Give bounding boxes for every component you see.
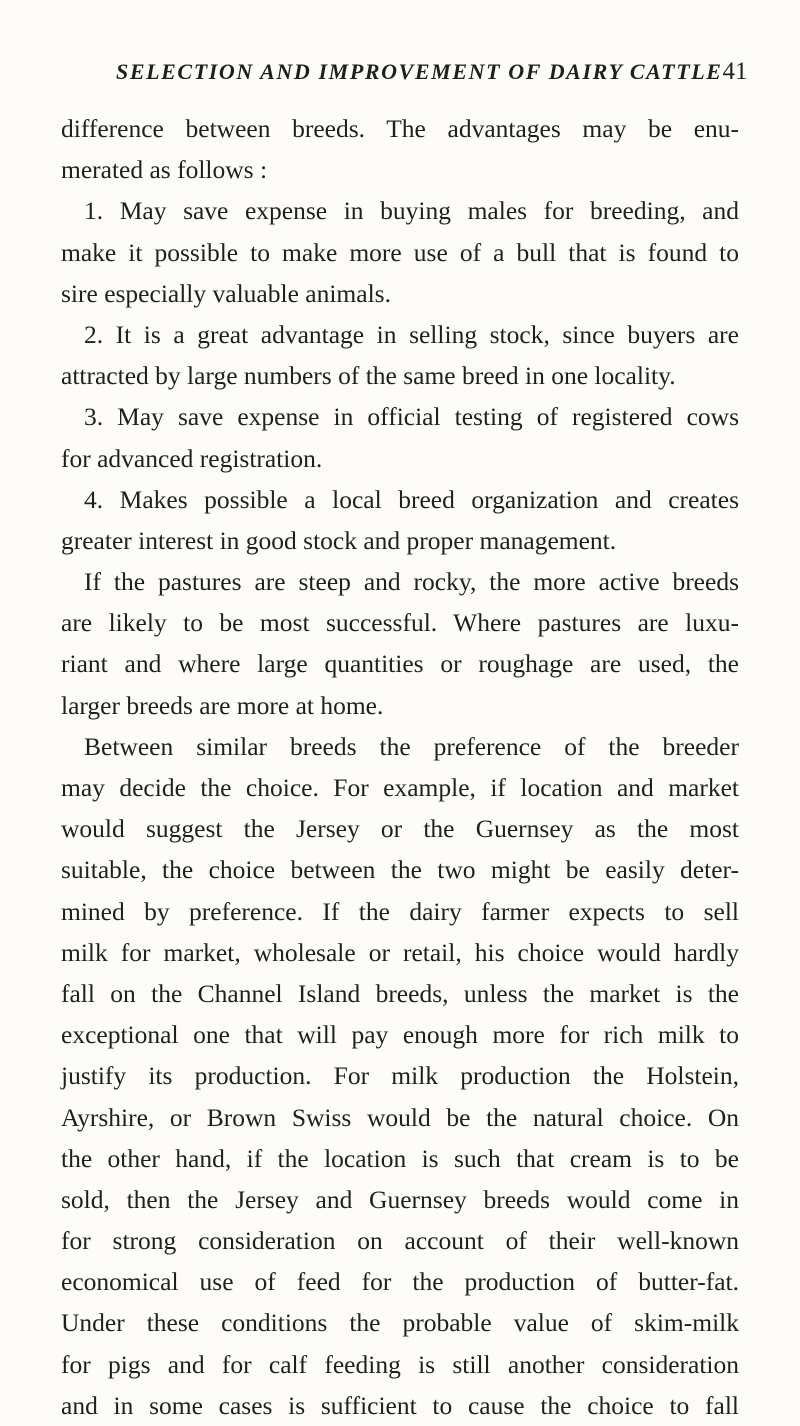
text-line: difference between breeds. The advantages may be enu- bbox=[61, 114, 739, 143]
text-line: would suggest the Jersey or the Guernsey as the most bbox=[61, 814, 739, 844]
text-line: sold, then the Jersey and Guernsey breeds would come in bbox=[61, 1184, 739, 1214]
text-line: suitable, the choice between the two might be easily deter- bbox=[61, 855, 739, 885]
text-line: attracted by large numbers of the same breed in one locality. bbox=[61, 361, 676, 391]
text-line: 2. It is a great advantage in selling stock, since buyers are bbox=[84, 319, 739, 349]
text-line: exceptional one that will pay enough more for rich milk to bbox=[61, 1020, 739, 1050]
text-line: greater interest in good stock and proper management. bbox=[61, 525, 617, 555]
text-line: justify its production. For milk production the Holstein, bbox=[61, 1061, 739, 1091]
text-line: Between similar breeds the preference of the breeder bbox=[84, 731, 739, 761]
page-number: 41 bbox=[722, 58, 748, 85]
body-text bbox=[61, 108, 739, 1426]
running-head bbox=[116, 58, 748, 90]
text-line: 4. Makes possible a local breed organization and creates bbox=[84, 484, 739, 514]
text-line: for pigs and for calf feeding is still another consideration bbox=[61, 1349, 739, 1379]
text-line: Ayrshire, or Brown Swiss would be the natural choice. On bbox=[61, 1102, 739, 1132]
text-line: fall on the Channel Island breeds, unless the market is the bbox=[61, 978, 739, 1008]
running-title: SELECTION AND IMPROVEMENT OF DAIRY CATTLE bbox=[116, 59, 723, 84]
text-line: milk for market, wholesale or retail, his choice would hardly bbox=[61, 937, 739, 967]
text-line: 3. May save expense in official testing of registered cows bbox=[84, 402, 739, 432]
text-line: for strong consideration on account of their well-known bbox=[61, 1226, 739, 1256]
text-line: merated as follows : bbox=[61, 155, 268, 185]
text-line: economical use of feed for the production of butter-fat. bbox=[61, 1267, 739, 1297]
text-line: may decide the choice. For example, if location and market bbox=[61, 773, 739, 802]
text-line: for advanced registration. bbox=[61, 443, 323, 473]
text-line: 1. May save expense in buying males for breeding, and bbox=[84, 196, 739, 226]
text-line: are likely to be most successful. Where pastures are luxu- bbox=[61, 608, 739, 638]
text-line: riant and where large quantities or roughage are used, the bbox=[61, 649, 739, 679]
text-line: and in some cases is sufficient to cause the choice to fall bbox=[61, 1390, 739, 1420]
text-line: Under these conditions the probable value of skim-milk bbox=[61, 1308, 739, 1338]
text-line: sire especially valuable animals. bbox=[61, 278, 391, 308]
text-line: mined by preference. If the dairy farmer expects to sell bbox=[61, 896, 739, 926]
text-line: larger breeds are more at home. bbox=[61, 690, 384, 720]
text-line: the other hand, if the location is such that cream is to be bbox=[61, 1143, 739, 1173]
text-line: If the pastures are steep and rocky, the more active breeds bbox=[84, 567, 739, 597]
text-line: make it possible to make more use of a bull that is found to bbox=[61, 237, 739, 267]
